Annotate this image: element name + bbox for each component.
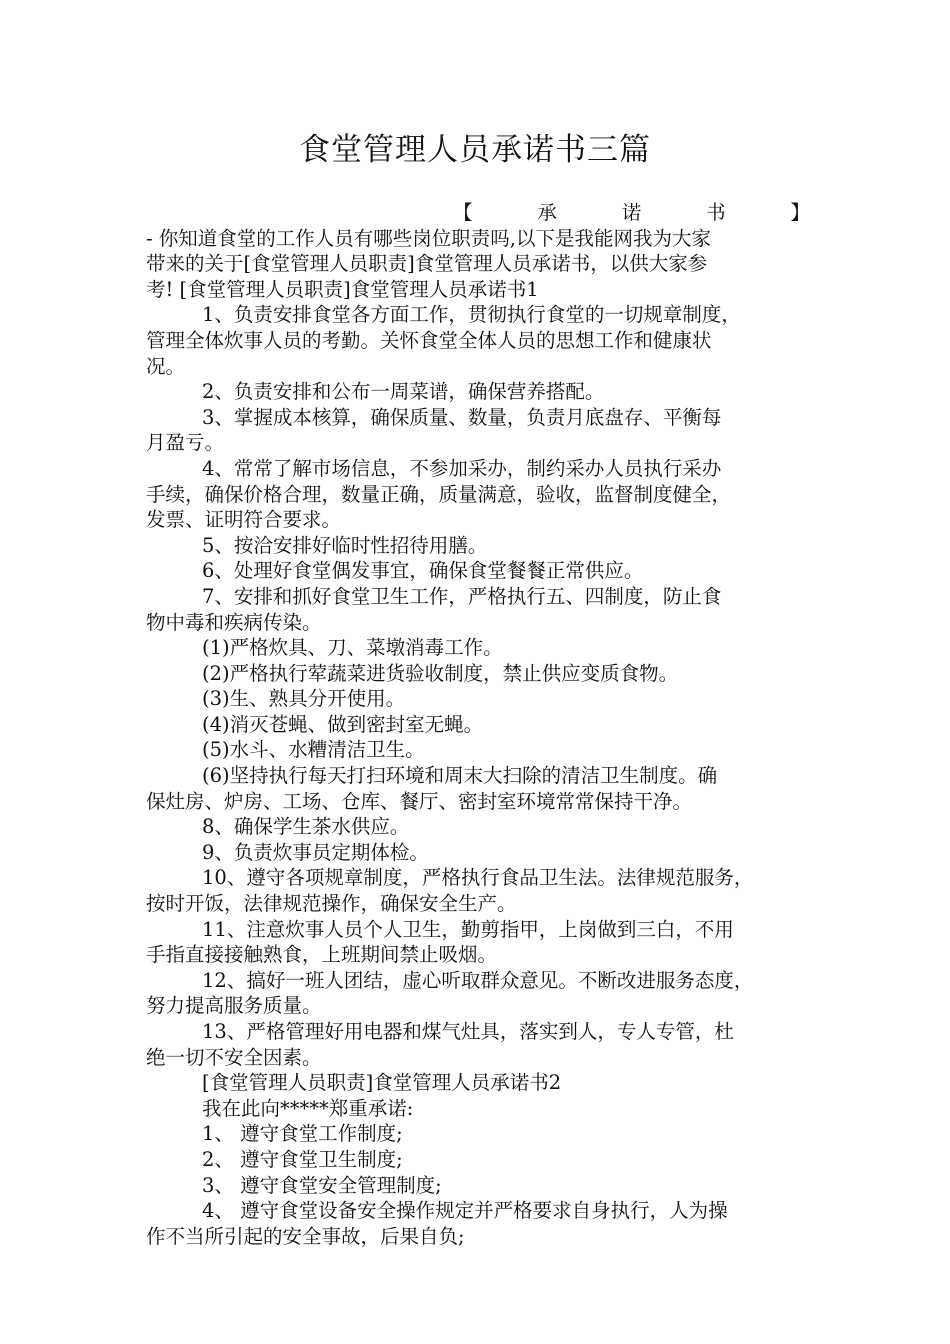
list-item-continuation-line: 发票、证明符合要求。 [146, 508, 342, 532]
list-item [146, 1121, 810, 1147]
list-item-first-line: 9、负责炊事员定期体检。 [202, 840, 429, 864]
list-item [146, 1070, 810, 1096]
list-item-first-line: 8、确保学生茶水供应。 [202, 815, 410, 839]
list-item [146, 558, 810, 584]
heading-bracket-close: 】 [790, 201, 810, 224]
list-item [146, 814, 810, 840]
list-item-first-line: 7、安排和抓好食堂卫生工作，严格执行五、四制度，防止食 [202, 584, 722, 608]
list-item [146, 1173, 810, 1199]
list-item-first-line: 5、按洽安排好临时性招待用膳。 [202, 533, 488, 557]
list-item-first-line: (1)严格炊具、刀、菜墩消毒工作。 [202, 636, 503, 660]
list-item-continuation-line: 作不当所引起的安全事故，后果自负; [146, 1224, 465, 1248]
list-item [146, 712, 810, 738]
list-item-continuation-line: 手指直接接触熟食，上班期间禁止吸烟。 [146, 943, 498, 967]
section-heading [146, 200, 810, 226]
list-item [146, 968, 810, 1019]
list-item [146, 661, 810, 687]
list-item-first-line: 4、 遵守食堂设备安全操作规定并严格要求自身执行，人为操 [202, 1199, 728, 1223]
list-item-first-line: 2、 遵守食堂卫生制度; [202, 1147, 403, 1171]
list-item-first-line: 我在此向*****郑重承诺: [202, 1096, 414, 1120]
document-body [146, 200, 810, 1249]
intro-line: 考! [食堂管理人员职责]食堂管理人员承诺书1 [146, 277, 539, 301]
list-item-continuation-line: 况。 [146, 354, 186, 378]
list-item [146, 865, 810, 916]
list-item-first-line: 11、注意炊事人员个人卫生，勤剪指甲，上岗做到三白，不用 [202, 917, 734, 941]
list-item-first-line: (2)严格执行荤蔬菜进货验收制度，禁止供应变质食物。 [202, 661, 679, 685]
list-item-first-line: 3、掌握成本核算，确保质量、数量，负责月底盘存、平衡每 [202, 405, 722, 429]
list-item-continuation-line: 管理全体炊事人员的考勤。关怀食堂全体人员的思想工作和健康状 [146, 328, 712, 352]
list-item-continuation-line: 绝一切不安全因素。 [146, 1045, 322, 1069]
list-item-first-line: 1、 遵守食堂工作制度; [202, 1122, 403, 1146]
list-item [146, 917, 810, 968]
list-item-first-line: 10、遵守各项规章制度，严格执行食品卫生法。法律规范服务， [202, 866, 754, 890]
list-item-first-line: (6)坚持执行每天打扫环境和周末大扫除的清洁卫生制度。确 [202, 764, 718, 788]
list-item-first-line: 13、严格管理好用电器和煤气灶具，落实到人，专人专管，杜 [202, 1020, 734, 1043]
list-item [146, 686, 810, 712]
list-item-continuation-line: 保灶房、炉房、工场、仓库、餐厅、密封室环境常常保持干净。 [146, 789, 693, 813]
list-item [146, 737, 810, 763]
list-item [146, 1198, 810, 1249]
list-item-first-line: 2、负责安排和公布一周菜谱，确保营养搭配。 [202, 380, 605, 404]
list-item-first-line: [食堂管理人员职责]食堂管理人员承诺书2 [202, 1071, 562, 1095]
list-item [146, 1019, 810, 1070]
list-item-first-line: 6、处理好食堂偶发事宜，确保食堂餐餐正常供应。 [202, 559, 644, 583]
intro-line: - 你知道食堂的工作人员有哪些岗位职责吗,以下是我能网我为大家 [146, 226, 711, 250]
list-item [146, 405, 810, 456]
heading-char: 诺 [621, 201, 642, 224]
list-item [146, 302, 810, 379]
list-item [146, 456, 810, 533]
document-title: 食堂管理人员承诺书三篇 [299, 132, 651, 168]
list-item-first-line: (4)消灭苍蝇、做到密封室无蝇。 [202, 712, 484, 736]
list-item [146, 840, 810, 866]
list-item [146, 1096, 810, 1122]
list-item [146, 584, 810, 635]
heading-char: 承 [537, 201, 557, 224]
list-item-continuation-line: 按时开饭，法律规范操作，确保安全生产。 [146, 892, 517, 916]
list-item-continuation-line: 手续，确保价格合理，数量正确，质量满意，验收，监督制度健全， [146, 482, 732, 506]
list-item [146, 635, 810, 661]
list-item-continuation-line: 月盈亏。 [146, 431, 225, 455]
list-item [146, 763, 810, 814]
intro-line: 带来的关于[食堂管理人员职责]食堂管理人员承诺书，以供大家参 [146, 252, 708, 276]
list-item-first-line: 12、搞好一班人团结，虚心听取群众意见。不断改进服务态度， [202, 968, 754, 992]
list-item-first-line: (5)水斗、水糟清洁卫生。 [202, 738, 425, 762]
list-item-first-line: 3、 遵守食堂安全管理制度; [202, 1173, 442, 1197]
heading-char: 书 [706, 201, 726, 224]
list-item-first-line: 4、常常了解市场信息，不参加采办，制约采办人员执行采办 [202, 456, 722, 480]
list-item-continuation-line: 努力提高服务质量。 [146, 994, 322, 1018]
item-list [146, 302, 810, 1249]
list-item-first-line: (3)生、熟具分开使用。 [202, 687, 406, 711]
list-item [146, 1147, 810, 1173]
list-item-continuation-line: 物中毒和疾病传染。 [146, 610, 322, 634]
list-item [146, 379, 810, 405]
heading-bracket-open: 【 [453, 201, 473, 224]
list-item [146, 533, 810, 559]
list-item-first-line: 1、负责安排食堂各方面工作，贯彻执行食堂的一切规章制度， [202, 303, 741, 327]
